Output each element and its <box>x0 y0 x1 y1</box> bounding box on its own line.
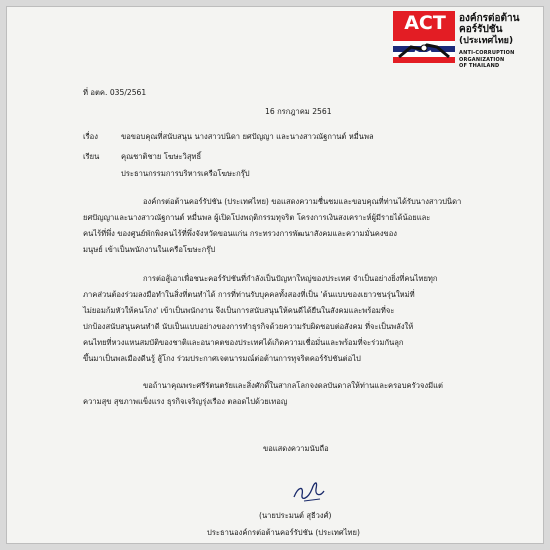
logo-en-line: ORGANIZATION <box>459 56 505 63</box>
logo-name-th-2: คอร์รัปชัน <box>459 24 503 35</box>
signer-name: (นายประมนต์ สุธีวงศ์) <box>259 511 332 520</box>
logo-red-block <box>393 11 455 63</box>
recipient-position: ประธานกรรมการบริหารเครือโฆษะกรุ๊ป <box>121 169 250 178</box>
act-logo <box>393 11 543 77</box>
logo-en-line: ANTI-CORRUPTION <box>459 50 515 56</box>
subject-label: เรื่อง <box>83 132 98 141</box>
para1-line: มนุษย์ เข้าเป็นพนักงานในเครือโฆษะกรุ๊ป <box>83 245 216 254</box>
para2-line: ภาคส่วนต้องร่วมลงมือทำในสิ่งที่ตนทำได้ การที่ท่านรับบุคคลทั้งสองที่เป็น 'ต้นแบบของเยาวชนรุ่นใหม่ที่ <box>83 290 415 299</box>
para3-line: ขอถ้านาคุณพระศรีรัตนตรัยและสิ่งศักดิ์ในสากลโลกจงดลบันดาลให้ท่านและครอบครัวจงมีแต่ <box>143 381 443 390</box>
handshake-icon <box>397 35 451 63</box>
logo-en-line: OF THAILAND <box>459 63 500 70</box>
logo-name-th-1: องค์กรต่อต้าน <box>459 13 520 24</box>
logo-act-text: ACT <box>404 12 446 34</box>
para2-line: ไม่ยอมก้มหัวให้คนโกง' เข้าเป็นพนักงาน จึงเป็นการสนับสนุนให้คนดีได้ยืนในสังคมและพร้อมที่จะ <box>83 306 395 315</box>
reference-number: ที่ อตค. 035/2561 <box>83 88 147 97</box>
letter-page <box>6 6 544 544</box>
subject-text: ขอขอบคุณที่สนับสนุน นางสาวปนิดา ยศปัญญา และนางสาวณัฐกานต์ หมื่นพล <box>121 132 374 141</box>
letter-date: 16 กรกฎาคม 2561 <box>265 107 332 116</box>
logo-name-th-3: (ประเทศไทย) <box>459 36 514 46</box>
recipient-name: คุณชาติชาย โฆษะวิสุทธิ์ <box>121 152 202 161</box>
para2-line: การต่อสู้เอาเพื่อชนะคอร์รัปชันที่กำลังเป็นปัญหาใหญ่ของประเทศ จำเป็นอย่างยิ่งที่คนไทยทุก <box>143 274 438 283</box>
para3-line: ความสุข สุขภาพแข็งแรง ธุรกิจเจริญรุ่งเรือง ตลอดไปด้วยเทอญ <box>83 397 288 406</box>
para2-line: ขึ้นมาเป็นพลเมืองดีนรู้ สู้โกง ร่วมประกาศเจตนารมณ์ต่อต้านการทุจริตคอร์รัปชันต่อไป <box>83 354 361 363</box>
signer-title: ประธานองค์กรต่อต้านคอร์รัปชัน (ประเทศไทย) <box>207 528 360 537</box>
para1-line: ยศปัญญาและนางสาวณัฐกานต์ หมื่นพล ผู้เปิดโปงพฤติกรรมทุจริต โครงการเงินสงเคราะห์ผู้มีรายได้น้อยและ <box>83 213 431 222</box>
closing: ขอแสดงความนับถือ <box>263 444 329 453</box>
para2-line: คนไทยที่หวงแหนสมบัติของชาติและอนาคตของประเทศได้เกิดความเชื่อมั่นและพร้อมที่จะร่วมกันลุก <box>83 338 404 347</box>
para1-line: องค์กรต่อต้านคอร์รัปชัน (ประเทศไทย) ขอแสดงความชื่นชมและขอบคุณที่ท่านได้รับนางสาวปนิดา <box>143 197 462 206</box>
para2-line: ปกป้องสนับสนุนคนทำดี นับเป็นแบบอย่างของการทำธุรกิจด้วยความรับผิดชอบต่อสังคม ที่จะเป็นพลังให้ <box>83 322 414 331</box>
signature-image <box>290 475 330 505</box>
recipient-label: เรียน <box>83 152 100 161</box>
logo-name-en <box>459 50 514 70</box>
para1-line: คนไร้ที่พึ่ง ของศูนย์พักพิงคนไร้ที่พึ่งจังหวัดขอนแก่น กระทรวงการพัฒนาสังคมและความมั่นคงของ <box>83 229 398 238</box>
